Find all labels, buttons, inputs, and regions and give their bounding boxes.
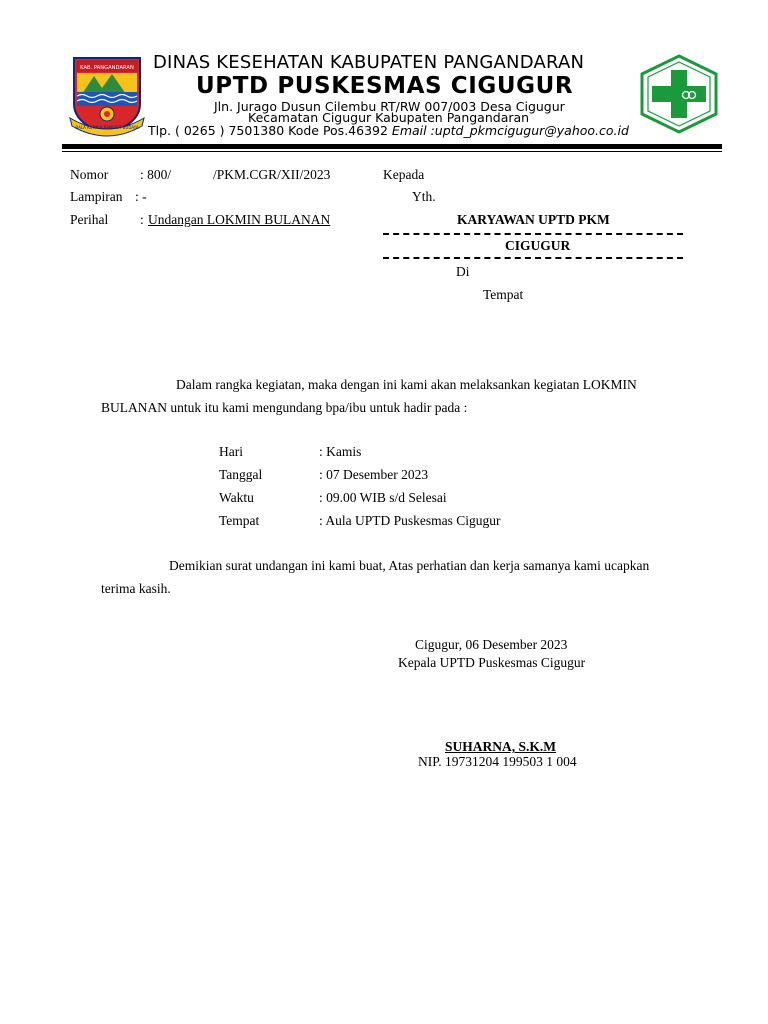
kepada-label: Kepada (383, 167, 425, 182)
perihal-label: Perihal (70, 212, 109, 227)
yth-label: Yth. (412, 189, 436, 204)
emblem-bottom-text: BALA KURNIA BANGKIT BUDAYA (75, 125, 139, 130)
address-line-2: Kecamatan Cigugur Kabupaten Pangandaran (248, 110, 530, 125)
detail-label-tempat: Tempat (219, 513, 260, 528)
detail-value-tanggal: : 07 Desember 2023 (319, 467, 429, 482)
paragraph-2-line-2: terima kasih. (101, 581, 171, 596)
signature-place-date: Cigugur, 06 Desember 2023 (415, 637, 568, 652)
puskesmas-cross-logo (638, 54, 720, 134)
letterhead-rule-thick (62, 144, 722, 149)
phone-text: Tlp. ( 0265 ) 7501380 Kode Pos.46392 (148, 123, 388, 138)
detail-value-waktu: : 09.00 WIB s/d Selesai (319, 490, 447, 505)
tempat-label: Tempat (483, 287, 524, 302)
paragraph-2-line-1: Demikian surat undangan ini kami buat, Atas perhatian dan kerja samanya kami ucapkan (169, 558, 650, 573)
email-text: Email :uptd_pkmcigugur@yahoo.co.id (391, 123, 629, 138)
lampiran-label: Lampiran (70, 189, 123, 204)
emblem-top-text: KAB. PANGANDARAN (80, 65, 134, 71)
detail-label-waktu: Waktu (219, 490, 254, 505)
signature-name: SUHARNA, S.K.M (445, 739, 557, 754)
kab-pangandaran-emblem (68, 54, 146, 138)
paragraph-1-line-1: Dalam rangka kegiatan, maka dengan ini kami akan melaksankan kegiatan LOKMIN (176, 377, 637, 392)
detail-label-hari: Hari (219, 444, 243, 459)
perihal-colon: : (140, 212, 144, 227)
detail-value-hari: : Kamis (319, 444, 362, 459)
recipient-line-1: KARYAWAN UPTD PKM (457, 212, 610, 227)
signature-nip: NIP. 19731204 199503 1 004 (418, 754, 577, 769)
nomor-label: Nomor (70, 167, 109, 182)
perihal-value: Undangan LOKMIN BULANAN (148, 212, 331, 227)
nomor-value: : 800/ (140, 167, 172, 182)
recipient-dash-line-1 (383, 233, 683, 235)
agency-name: DINAS KESEHATAN KABUPATEN PANGANDARAN (153, 52, 585, 73)
recipient-dash-line-2 (383, 257, 683, 259)
recipient-line-2: CIGUGUR (505, 238, 571, 253)
di-label: Di (456, 264, 470, 279)
lampiran-value: : - (135, 189, 147, 204)
org-name: UPTD PUSKESMAS CIGUGUR (196, 73, 574, 99)
nomor-code: /PKM.CGR/XII/2023 (213, 167, 331, 182)
detail-value-tempat: : Aula UPTD Puskesmas Cigugur (319, 513, 501, 528)
signature-position: Kepala UPTD Puskesmas Cigugur (398, 655, 586, 670)
contact-line (148, 123, 629, 138)
letterhead-rule-thin (62, 151, 722, 152)
detail-label-tanggal: Tanggal (219, 467, 263, 482)
address-line-1: Jln. Jurago Dusun Cilembu RT/RW 007/003 Desa Cigugur (214, 99, 565, 114)
paragraph-1-line-2: BULANAN untuk itu kami mengundang bpa/ibu untuk hadir pada : (101, 400, 468, 415)
